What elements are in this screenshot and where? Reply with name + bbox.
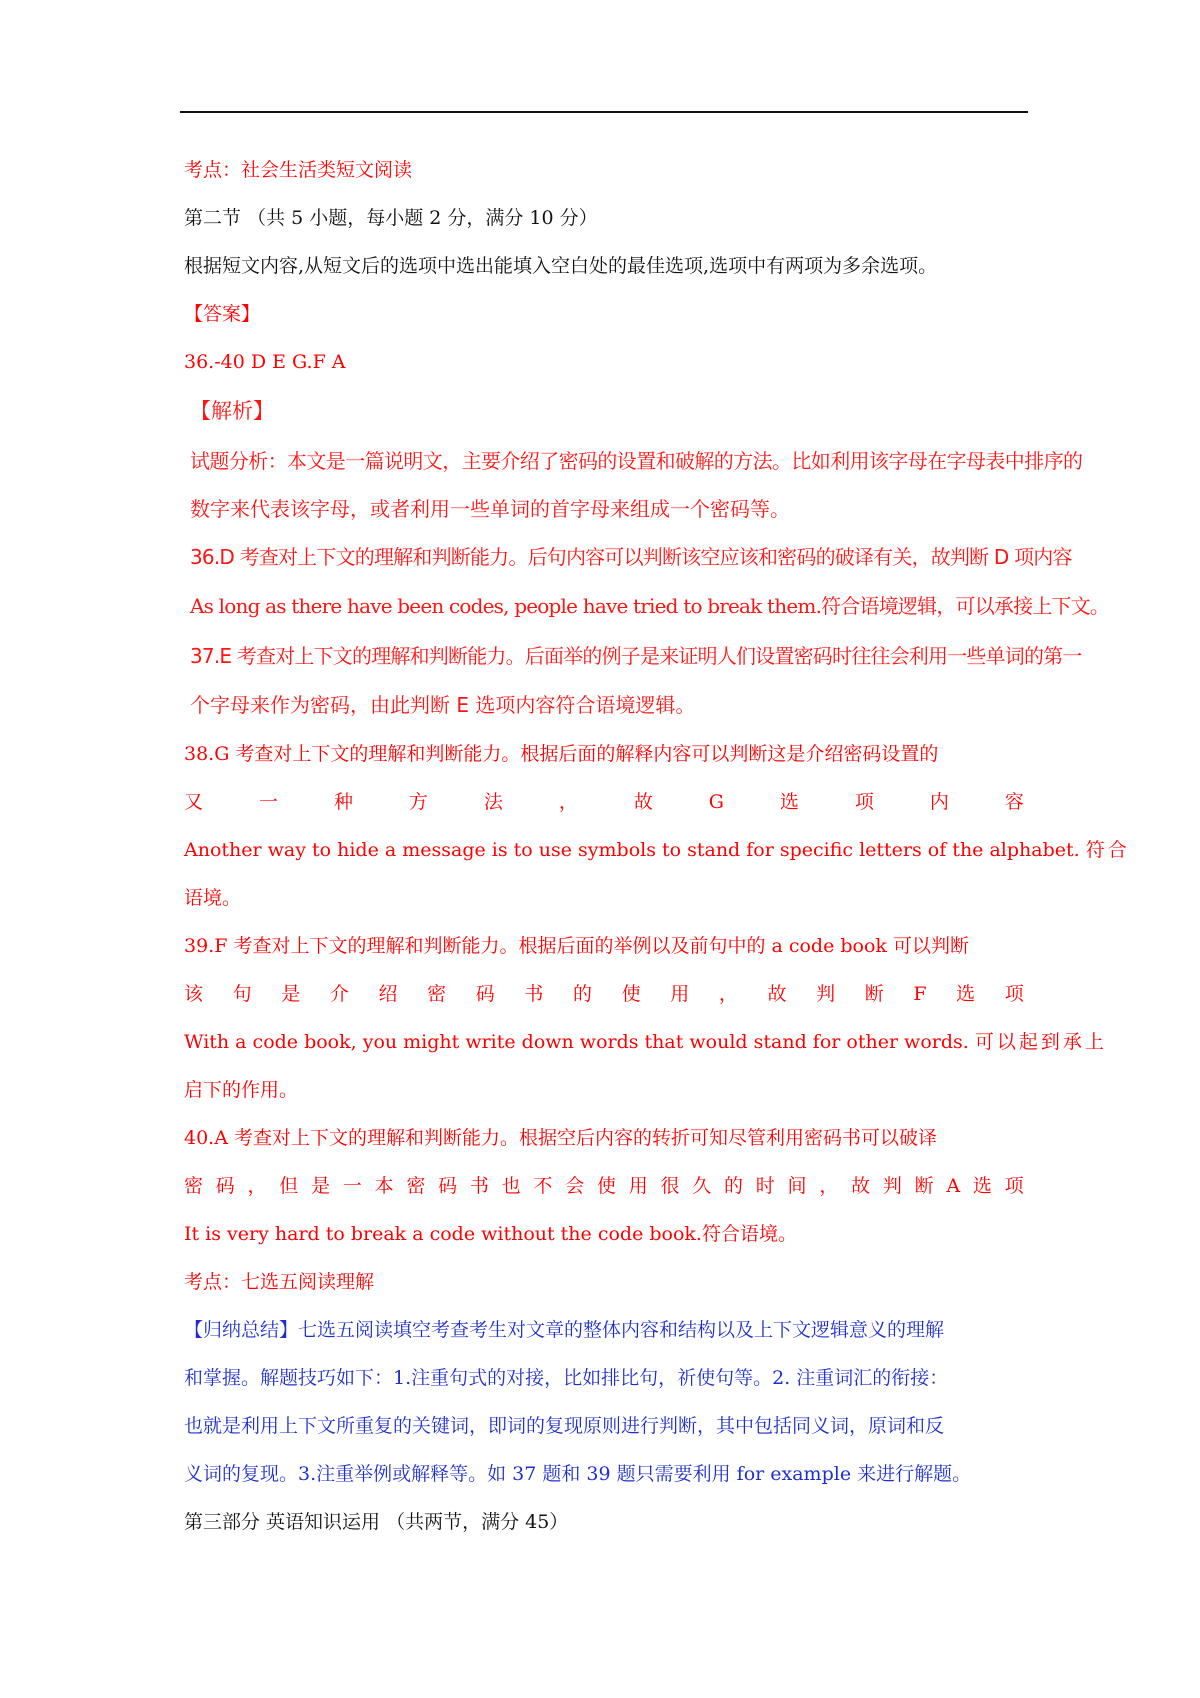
spread-char: 内: [929, 791, 949, 813]
analysis-line: 36.D 考查对上下文的理解和判断能力。后句内容可以判断该空应该和密码的破译有关，故判断 D 项内容: [190, 545, 1072, 569]
q38-justified-line: [184, 790, 1024, 814]
spread-char: ，: [819, 1175, 839, 1197]
spread-char: 时: [755, 1175, 775, 1197]
spread-char: 选: [779, 791, 799, 813]
spread-char: 不: [533, 1175, 553, 1197]
header-rule: [180, 111, 1028, 113]
spread-char: 用: [628, 1175, 648, 1197]
section-3-header: 第三部分 英语知识运用 （共两节，满分 45）: [184, 1511, 569, 1533]
q39-option-text: [184, 1030, 1107, 1054]
topic-label-1: 考点：社会生活类短文阅读: [184, 159, 413, 181]
spread-char: 种: [333, 791, 353, 813]
analysis-line: 37.E 考查对上下文的理解和判断能力。后面举的例子是来证明人们设置密码时往往会利用一些单词的第一: [190, 644, 1082, 668]
spread-char: 码: [215, 1175, 235, 1197]
q39-justified-line: [184, 982, 1024, 1006]
spread-char: ，: [718, 983, 738, 1005]
section-instruction: 根据短文内容,从短文后的选项中选出能填入空白处的最佳选项,选项中有两项为多余选项。: [184, 255, 938, 277]
spread-char: 是: [281, 983, 301, 1005]
spread-char: 断: [914, 1175, 934, 1197]
spread-char: 一: [342, 1175, 362, 1197]
topic-label-2: 考点：七选五阅读理解: [184, 1271, 375, 1293]
spread-char: 选: [972, 1175, 992, 1197]
spread-char: 使: [621, 983, 641, 1005]
spread-char: 密: [184, 1175, 204, 1197]
spread-char: G: [708, 791, 724, 813]
answer-label: 【答案】: [184, 303, 261, 325]
summary-line: 和掌握。解题技巧如下：1.注重句式的对接，比如排比句，祈使句等。2. 注重词汇的衔接：: [184, 1367, 949, 1389]
spread-char: 但: [279, 1175, 299, 1197]
spread-char: 久: [692, 1175, 712, 1197]
q39-option-tail: 可以起到承上: [974, 1031, 1107, 1053]
analysis-line: 试题分析：本文是一篇说明文，主要介绍了密码的设置和破解的方法。比如利用该字母在字母表中排序的: [190, 449, 1083, 473]
spread-char: 又: [184, 791, 204, 813]
q38-option-sentence: Another way to hide a message is to use symbols to stand for specific letters of the alphabet.: [184, 839, 1080, 861]
spread-char: 本: [374, 1175, 394, 1197]
section-2-header: 第二节 （共 5 小题，每小题 2 分，满分 10 分）: [184, 207, 598, 229]
q39-line: 启下的作用。: [184, 1079, 299, 1101]
q38-line: 语境。: [184, 887, 242, 909]
spread-char: 介: [329, 983, 349, 1005]
spread-char: 法: [483, 791, 503, 813]
q39-line: 39.F 考查对上下文的理解和判断能力。根据后面的举例以及前句中的 a code book 可以判断: [184, 935, 969, 957]
spread-char: A: [946, 1175, 961, 1197]
q40-line: It is very hard to break a code without the code book.符合语境。: [184, 1223, 797, 1245]
q39-option-sentence: With a code book, you might write down words that would stand for other words.: [184, 1031, 969, 1053]
analysis-line: 数字来代表该字母，或者利用一些单词的首字母来组成一个密码等。: [190, 497, 790, 521]
spread-char: 书: [469, 1175, 489, 1197]
spread-char: 故: [851, 1175, 871, 1197]
spread-char: ，: [247, 1175, 267, 1197]
spread-char: 断: [864, 983, 884, 1005]
spread-char: 该: [184, 983, 204, 1005]
summary-line: 【归纳总结】七选五阅读填空考查考生对文章的整体内容和结构以及上下文逻辑意义的理解: [184, 1319, 945, 1341]
q38-option-tail: 符合: [1085, 839, 1130, 861]
spread-char: 密: [406, 1175, 426, 1197]
spread-char: 是: [311, 1175, 331, 1197]
spread-char: ，: [558, 791, 578, 813]
spread-char: 书: [524, 983, 544, 1005]
spread-char: 项: [1004, 983, 1024, 1005]
spread-char: 容: [1004, 791, 1024, 813]
spread-char: 码: [475, 983, 495, 1005]
q40-justified-line: [184, 1174, 1024, 1198]
spread-char: 使: [596, 1175, 616, 1197]
spread-char: 也: [501, 1175, 521, 1197]
spread-char: 一: [258, 791, 278, 813]
spread-char: 句: [232, 983, 252, 1005]
spread-char: 项: [854, 791, 874, 813]
spread-char: 密: [427, 983, 447, 1005]
spread-char: 的: [573, 983, 593, 1005]
q38-option-text: [184, 838, 1130, 862]
spread-char: 会: [565, 1175, 585, 1197]
spread-char: 判: [882, 1175, 902, 1197]
spread-char: 故: [633, 791, 653, 813]
spread-char: 选: [956, 983, 976, 1005]
spread-char: 码: [438, 1175, 458, 1197]
analysis-label: 【解析】: [190, 399, 274, 423]
spread-char: 很: [660, 1175, 680, 1197]
analysis-line: 个字母来作为密码，由此判断 E 选项内容符合语境逻辑。: [190, 693, 696, 717]
q40-line: 40.A 考查对上下文的理解和判断能力。根据空后内容的转折可知尽管利用密码书可以破译: [184, 1127, 937, 1149]
analysis-line: As long as there have been codes, people have tried to break them.符合语境逻辑，可以承接上下文。: [190, 594, 1110, 618]
summary-line: 义词的复现。3.注重举例或解释等。如 37 题和 39 题只需要利用 for example 来进行解题。: [184, 1463, 972, 1485]
spread-char: 用: [670, 983, 690, 1005]
spread-char: 方: [408, 791, 428, 813]
spread-char: 的: [724, 1175, 744, 1197]
spread-char: 判: [816, 983, 836, 1005]
spread-char: 项: [1004, 1175, 1024, 1197]
q38-line: 38.G 考查对上下文的理解和判断能力。根据后面的解释内容可以判断这是介绍密码设置的: [184, 743, 939, 765]
spread-char: 故: [767, 983, 787, 1005]
spread-char: F: [913, 983, 927, 1005]
summary-line: 也就是利用上下文所重复的关键词，即词的复现原则进行判断，其中包括同义词，原词和反: [184, 1415, 945, 1437]
spread-char: 间: [787, 1175, 807, 1197]
answer-value: 36.-40 D E G.F A: [184, 351, 346, 373]
spread-char: 绍: [378, 983, 398, 1005]
